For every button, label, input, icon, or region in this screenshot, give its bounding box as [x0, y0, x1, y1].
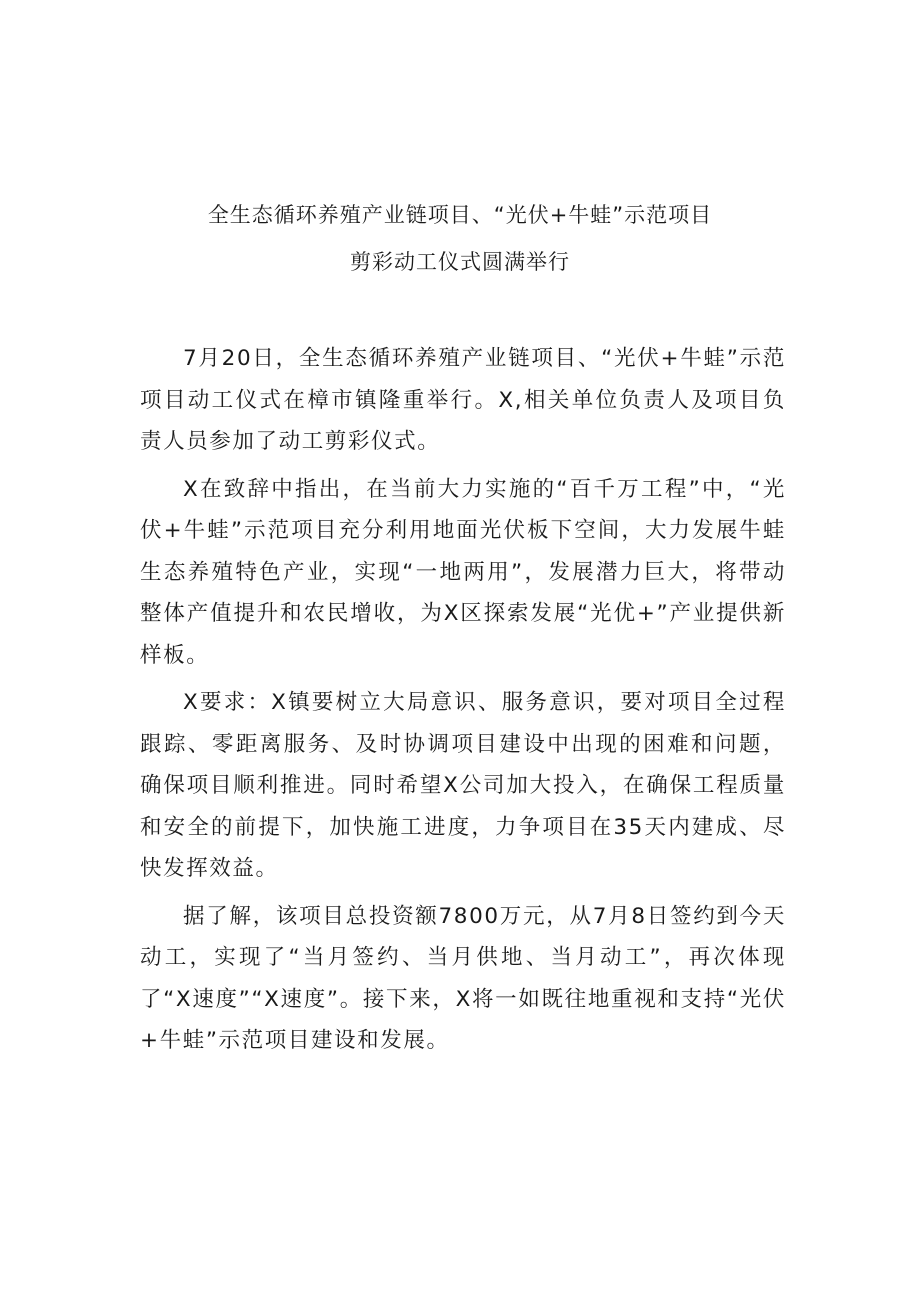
paragraph-3: X要求：X镇要树立大局意识、服务意识，要对项目全过程跟踪、零距离服务、及时协调项目建设中出现的困难和问题，确保项目顺利推进。同时希望X公司加大投入，在确保工程质量和安全的前提下，加快施工进度，力争项目在35天内建成、尽快发挥效益。 [140, 690, 786, 881]
article-title-line-1: 全生态循环养殖产业链项目、“光伏+牛蛙”示范项目 [207, 203, 713, 227]
article-body [140, 338, 786, 1068]
article-title-line-2: 剪彩动工仪式圆满举行 [350, 250, 570, 274]
paragraph-4: 据了解，该项目总投资额7800万元，从7月8日签约到今天动工，实现了“当月签约、当月供地、当月动工”，再次体现了“X速度”“X速度”。接下来，X将一如既往地重视和支持“光伏+牛蛙”示范项目建设和发展。 [140, 903, 786, 1053]
paragraph-1: 7月20日，全生态循环养殖产业链项目、“光伏+牛蛙”示范项目动工仪式在樟市镇隆重举行。X,相关单位负责人及项目负责人员参加了动工剪彩仪式。 [140, 346, 786, 454]
paragraph-2: X在致辞中指出，在当前大力实施的“百千万工程”中，“光伏+牛蛙”示范项目充分利用地面光伏板下空间，大力发展牛蛙生态养殖特色产业，实现“一地两用”，发展潜力巨大，将带动整体产值提升和农民增收，为X区探索发展“光优+”产业提供新样板。 [140, 476, 786, 668]
